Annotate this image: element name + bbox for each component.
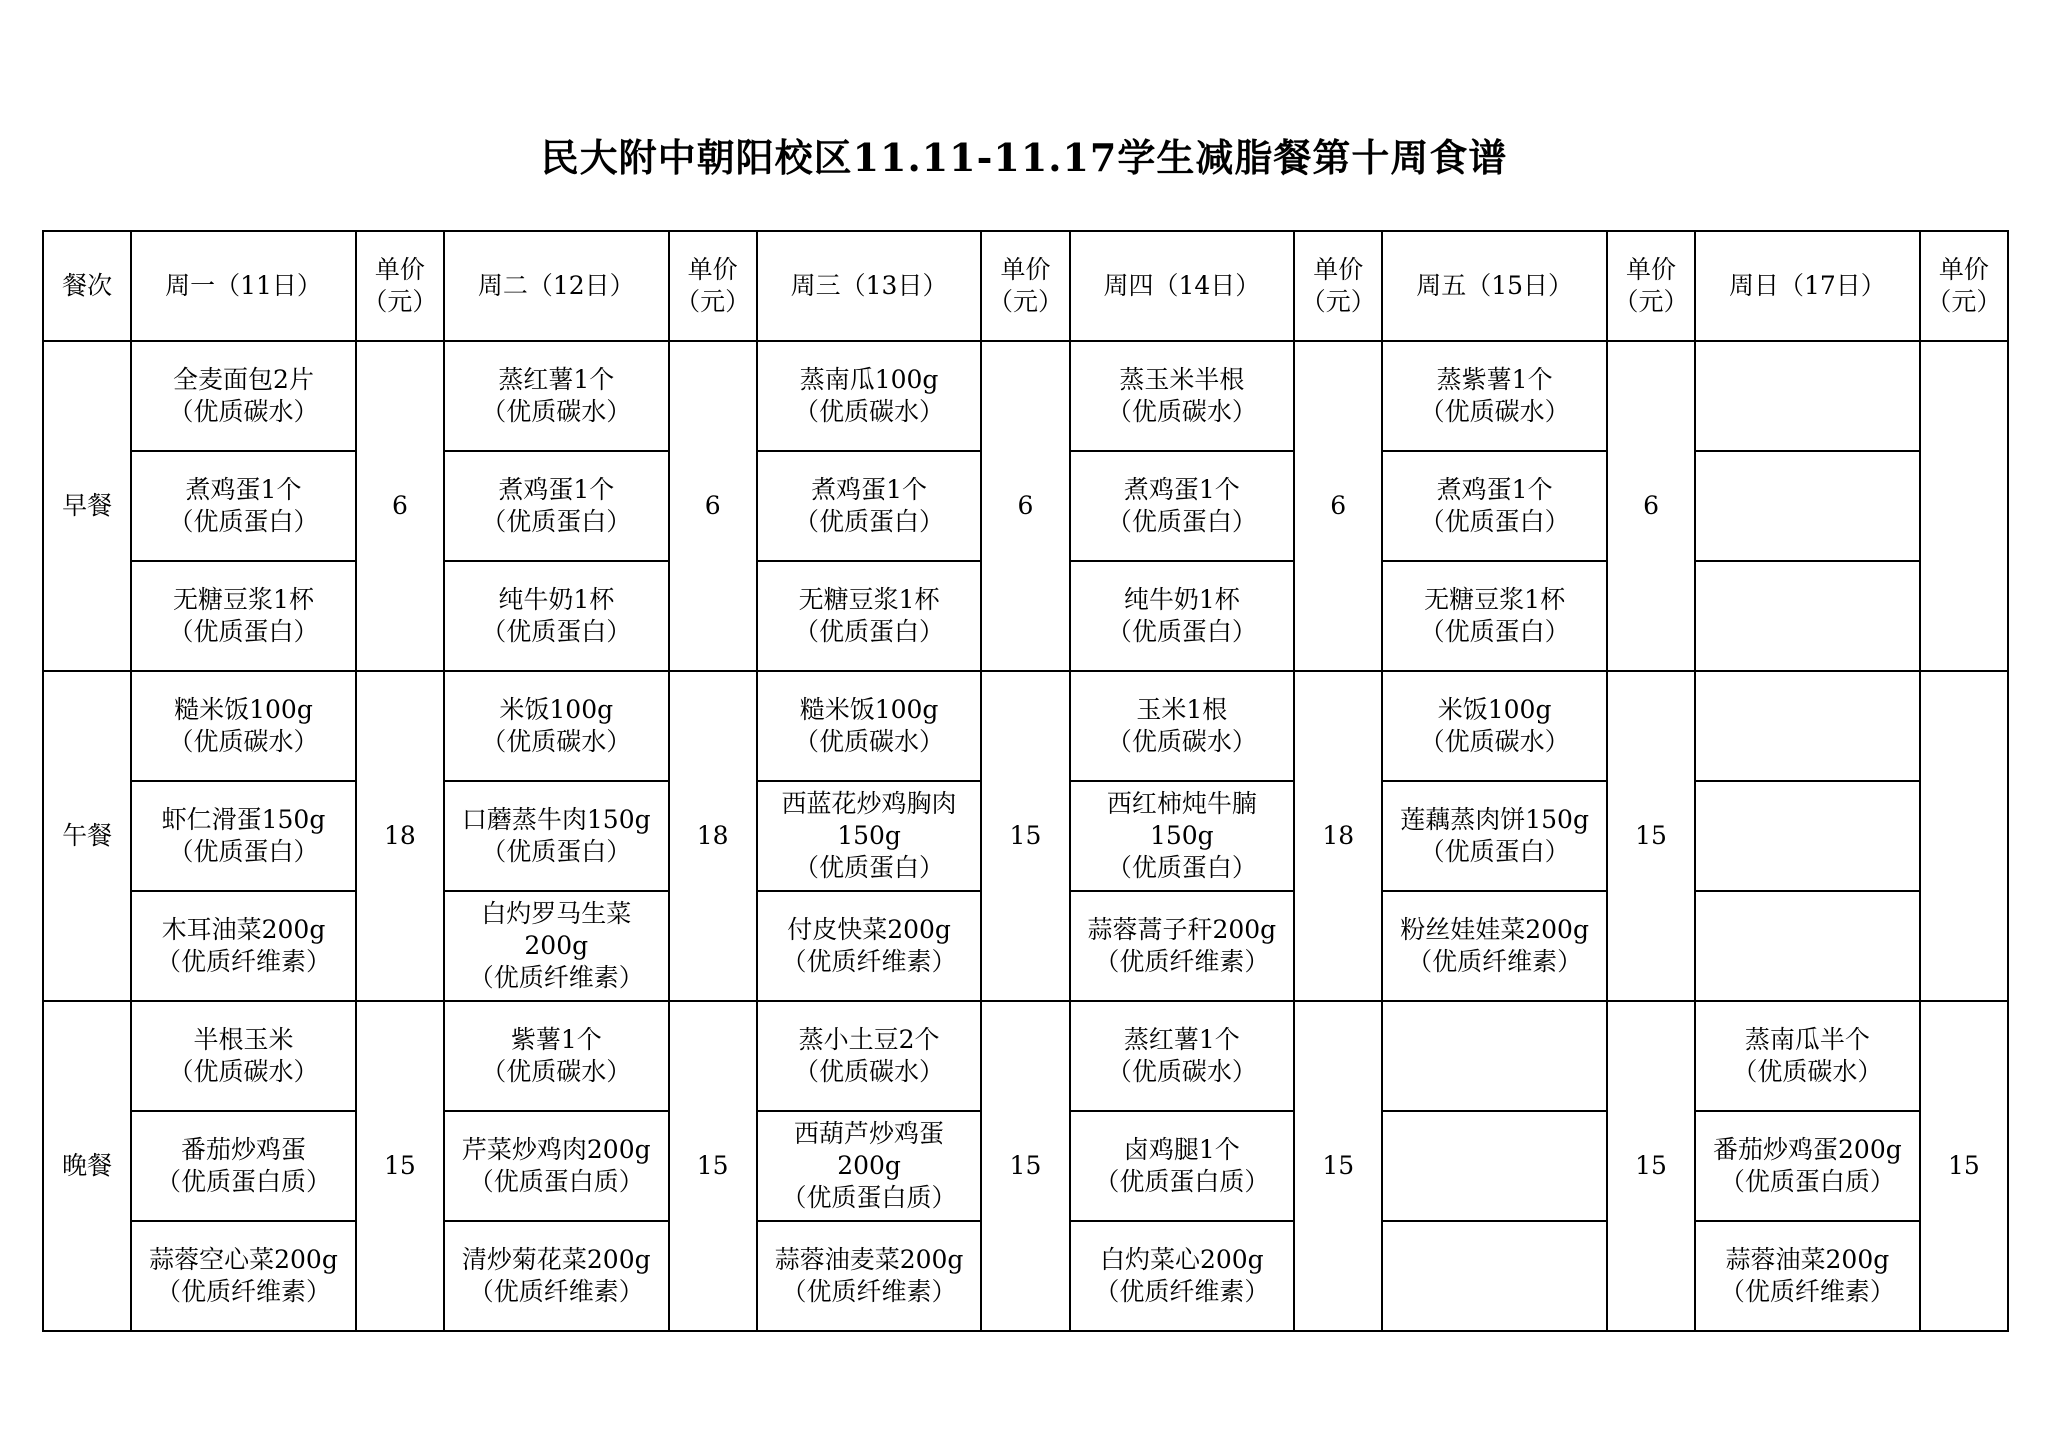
price-header-line2: （元）	[675, 287, 751, 316]
dish-name: 蒸玉米半根	[1119, 365, 1245, 394]
dish-name: 蒸红薯1个	[1123, 1025, 1240, 1054]
dish-name: 半根玉米	[193, 1025, 294, 1054]
dish-note: （优质碳水）	[481, 727, 632, 756]
dish-note: （优质碳水）	[794, 397, 945, 426]
meal-name-cell: 午餐	[43, 671, 131, 1001]
dish-name: 蒸南瓜100g	[799, 365, 939, 394]
price-column-header	[981, 231, 1069, 341]
price-cell: 18	[1294, 671, 1382, 1001]
day-column-header: 周五（15日）	[1382, 231, 1607, 341]
price-cell: 15	[1607, 1001, 1695, 1331]
price-header-line1: 单价	[687, 255, 738, 284]
table-row	[43, 341, 2008, 451]
dish-cell	[1695, 561, 1920, 671]
dish-note: （优质碳水）	[168, 397, 319, 426]
dish-cell	[1382, 1221, 1607, 1331]
dish-name: 糙米饭100g	[799, 695, 939, 724]
dish-note: （优质蛋白）	[481, 507, 632, 536]
dish-note: （优质蛋白）	[794, 617, 945, 646]
dish-cell	[1070, 891, 1295, 1001]
dish-cell	[131, 341, 356, 451]
dish-cell	[131, 451, 356, 561]
price-column-header	[669, 231, 757, 341]
price-cell: 6	[669, 341, 757, 671]
dish-cell	[757, 781, 982, 891]
price-column-header	[356, 231, 444, 341]
price-cell: 15	[1607, 671, 1695, 1001]
dish-name: 蒜蓉蒿子秆200g	[1087, 915, 1277, 944]
dish-amount: 200g	[837, 1151, 901, 1180]
dish-note: （优质蛋白）	[168, 507, 319, 536]
dish-name: 糙米饭100g	[174, 695, 313, 724]
dish-note: （优质碳水）	[481, 397, 632, 426]
price-header-line2: （元）	[1926, 287, 2002, 316]
dish-cell	[757, 671, 982, 781]
dish-note: （优质蛋白）	[481, 837, 632, 866]
dish-cell	[757, 891, 982, 1001]
price-cell: 18	[669, 671, 757, 1001]
dish-name: 蒜蓉油菜200g	[1725, 1245, 1890, 1274]
dish-note: （优质蛋白）	[168, 617, 319, 646]
dish-cell	[444, 561, 669, 671]
dish-cell	[1070, 1001, 1295, 1111]
price-header-line1: 单价	[1313, 255, 1364, 284]
dish-note: （优质蛋白质）	[155, 1167, 331, 1196]
price-header-line1: 单价	[1000, 255, 1051, 284]
dish-note: （优质纤维素）	[1719, 1277, 1895, 1306]
dish-cell	[1695, 671, 1920, 781]
dish-cell	[1070, 1221, 1295, 1331]
price-header-line1: 单价	[1938, 255, 1989, 284]
price-column-header	[1294, 231, 1382, 341]
dish-cell	[444, 1001, 669, 1111]
dish-cell	[757, 341, 982, 451]
day-column-header: 周日（17日）	[1695, 231, 1920, 341]
dish-cell	[1695, 341, 1920, 451]
dish-note: （优质蛋白质）	[781, 1183, 957, 1212]
dish-note: （优质纤维素）	[1407, 947, 1583, 976]
dish-name: 煮鸡蛋1个	[1123, 475, 1240, 504]
dish-note: （优质纤维素）	[1094, 947, 1270, 976]
dish-name: 蒸红薯1个	[498, 365, 615, 394]
dish-name: 全麦面包2片	[173, 365, 314, 394]
dish-name: 木耳油菜200g	[161, 915, 326, 944]
dish-cell	[131, 781, 356, 891]
price-cell: 6	[981, 341, 1069, 671]
meal-column-header: 餐次	[43, 231, 131, 341]
dish-note: （优质碳水）	[1106, 1057, 1257, 1086]
dish-cell	[757, 1111, 982, 1221]
dish-name: 紫薯1个	[510, 1025, 602, 1054]
dish-cell	[1382, 341, 1607, 451]
price-header-line2: （元）	[362, 287, 438, 316]
dish-name: 纯牛奶1杯	[1123, 585, 1240, 614]
price-cell: 15	[356, 1001, 444, 1331]
price-header-line1: 单价	[1626, 255, 1677, 284]
dish-name: 煮鸡蛋1个	[498, 475, 615, 504]
dish-note: （优质碳水）	[1732, 1057, 1883, 1086]
dish-name: 付皮快菜200g	[787, 915, 951, 944]
dish-cell	[1070, 781, 1295, 891]
dish-note: （优质纤维素）	[155, 1277, 331, 1306]
day-column-header: 周四（14日）	[1070, 231, 1295, 341]
table-body	[43, 341, 2008, 1331]
dish-name: 蒸紫薯1个	[1436, 365, 1553, 394]
dish-name: 玉米1根	[1136, 695, 1228, 724]
dish-cell	[1070, 451, 1295, 561]
dish-cell	[1382, 891, 1607, 1001]
dish-cell	[444, 891, 669, 1001]
dish-name: 蒸小土豆2个	[798, 1025, 940, 1054]
dish-name: 无糖豆浆1杯	[798, 585, 940, 614]
dish-cell	[1070, 1111, 1295, 1221]
dish-name: 无糖豆浆1杯	[1424, 585, 1566, 614]
dish-note: （优质蛋白）	[1419, 507, 1570, 536]
dish-note: （优质蛋白）	[1106, 617, 1257, 646]
dish-name: 莲藕蒸肉饼150g	[1400, 805, 1589, 834]
dish-cell	[1695, 1001, 1920, 1111]
dish-name: 蒜蓉油麦菜200g	[774, 1245, 964, 1274]
dish-cell	[131, 561, 356, 671]
price-cell: 6	[356, 341, 444, 671]
dish-name: 蒸南瓜半个	[1744, 1025, 1870, 1054]
table-row	[43, 1001, 2008, 1111]
price-cell: 15	[981, 1001, 1069, 1331]
dish-note: （优质碳水）	[1106, 727, 1257, 756]
dish-cell	[1695, 1221, 1920, 1331]
dish-name: 西红柿炖牛腩	[1106, 789, 1257, 818]
dish-cell	[1070, 671, 1295, 781]
meal-name-cell: 晚餐	[43, 1001, 131, 1331]
price-cell	[1920, 341, 2008, 671]
dish-note: （优质纤维素）	[468, 963, 644, 992]
dish-name: 虾仁滑蛋150g	[161, 805, 326, 834]
day-column-header: 周三（13日）	[757, 231, 982, 341]
dish-note: （优质蛋白质）	[1094, 1167, 1270, 1196]
dish-note: （优质纤维素）	[781, 1277, 957, 1306]
dish-name: 煮鸡蛋1个	[1436, 475, 1553, 504]
dish-note: （优质碳水）	[481, 1057, 632, 1086]
price-cell: 15	[1294, 1001, 1382, 1331]
dish-note: （优质碳水）	[168, 1057, 319, 1086]
price-cell: 15	[669, 1001, 757, 1331]
dish-note: （优质碳水）	[168, 727, 319, 756]
dish-name: 西蓝花炒鸡胸肉	[781, 789, 957, 818]
dish-cell	[1070, 561, 1295, 671]
dish-amount: 200g	[524, 931, 589, 960]
table-header	[43, 231, 2008, 341]
price-header-line2: （元）	[1613, 287, 1689, 316]
dish-cell	[1695, 891, 1920, 1001]
dish-cell	[131, 1111, 356, 1221]
dish-name: 清炒菊花菜200g	[461, 1245, 651, 1274]
dish-note: （优质碳水）	[1419, 397, 1570, 426]
day-column-header: 周二（12日）	[444, 231, 669, 341]
dish-name: 无糖豆浆1杯	[173, 585, 314, 614]
price-header-line1: 单价	[374, 255, 425, 284]
dish-cell	[131, 891, 356, 1001]
dish-cell	[757, 1221, 982, 1331]
dish-cell	[1382, 781, 1607, 891]
dish-note: （优质蛋白质）	[1719, 1167, 1895, 1196]
dish-cell	[444, 1111, 669, 1221]
dish-name: 白灼罗马生菜	[481, 899, 632, 928]
dish-note: （优质碳水）	[794, 727, 945, 756]
dish-note: （优质碳水）	[1106, 397, 1257, 426]
dish-cell	[444, 451, 669, 561]
price-column-header	[1920, 231, 2008, 341]
price-cell: 15	[1920, 1001, 2008, 1331]
dish-cell	[444, 1221, 669, 1331]
dish-cell	[1382, 561, 1607, 671]
dish-cell	[757, 1001, 982, 1111]
dish-cell	[1695, 1111, 1920, 1221]
dish-cell	[757, 561, 982, 671]
dish-note: （优质纤维素）	[155, 947, 331, 976]
dish-cell	[1695, 781, 1920, 891]
dish-note: （优质蛋白）	[168, 837, 319, 866]
dish-note: （优质纤维素）	[781, 947, 957, 976]
dish-note: （优质碳水）	[794, 1057, 945, 1086]
dish-name: 粉丝娃娃菜200g	[1400, 915, 1589, 944]
dish-note: （优质蛋白）	[1419, 617, 1570, 646]
dish-name: 卤鸡腿1个	[1123, 1135, 1240, 1164]
dish-name: 米饭100g	[499, 695, 614, 724]
dish-cell	[131, 671, 356, 781]
dish-name: 蒜蓉空心菜200g	[149, 1245, 338, 1274]
dish-note: （优质蛋白）	[1419, 837, 1570, 866]
dish-name: 煮鸡蛋1个	[811, 475, 928, 504]
price-cell: 15	[981, 671, 1069, 1001]
dish-cell	[131, 1001, 356, 1111]
meal-name-cell: 早餐	[43, 341, 131, 671]
dish-note: （优质蛋白）	[794, 853, 945, 882]
dish-cell	[444, 671, 669, 781]
page-title: 民大附中朝阳校区11.11-11.17学生减脂餐第十周食谱	[540, 135, 1508, 180]
dish-amount: 150g	[1149, 821, 1214, 850]
dish-cell	[131, 1221, 356, 1331]
price-cell	[1920, 671, 2008, 1001]
dish-name: 白灼菜心200g	[1099, 1245, 1264, 1274]
menu-table	[42, 230, 2009, 1332]
header-row	[43, 231, 2008, 341]
dish-amount: 150g	[837, 821, 901, 850]
dish-cell	[1382, 1001, 1607, 1111]
price-header-line2: （元）	[987, 287, 1063, 316]
dish-cell	[1070, 341, 1295, 451]
dish-note: （优质蛋白质）	[468, 1167, 644, 1196]
dish-cell	[1382, 451, 1607, 561]
dish-name: 番茄炒鸡蛋200g	[1713, 1135, 1902, 1164]
price-cell: 6	[1294, 341, 1382, 671]
price-column-header	[1607, 231, 1695, 341]
dish-name: 米饭100g	[1437, 695, 1552, 724]
table-row	[43, 671, 2008, 781]
dish-note: （优质蛋白）	[1106, 507, 1257, 536]
dish-note: （优质纤维素）	[1094, 1277, 1270, 1306]
dish-cell	[1382, 671, 1607, 781]
dish-note: （优质蛋白）	[1106, 853, 1257, 882]
dish-cell	[757, 451, 982, 561]
dish-name: 纯牛奶1杯	[498, 585, 615, 614]
dish-name: 煮鸡蛋1个	[185, 475, 302, 504]
price-cell: 18	[356, 671, 444, 1001]
dish-note: （优质蛋白）	[481, 617, 632, 646]
dish-note: （优质碳水）	[1419, 727, 1570, 756]
dish-note: （优质蛋白）	[794, 507, 945, 536]
day-column-header: 周一（11日）	[131, 231, 356, 341]
dish-cell	[444, 341, 669, 451]
dish-cell	[1382, 1111, 1607, 1221]
dish-name: 口蘑蒸牛肉150g	[461, 805, 651, 834]
dish-cell	[444, 781, 669, 891]
dish-name: 番茄炒鸡蛋	[180, 1135, 306, 1164]
dish-cell	[1695, 451, 1920, 561]
price-cell: 6	[1607, 341, 1695, 671]
dish-name: 西葫芦炒鸡蛋	[794, 1119, 945, 1148]
dish-name: 芹菜炒鸡肉200g	[461, 1135, 651, 1164]
price-header-line2: （元）	[1300, 287, 1376, 316]
dish-note: （优质纤维素）	[468, 1277, 644, 1306]
